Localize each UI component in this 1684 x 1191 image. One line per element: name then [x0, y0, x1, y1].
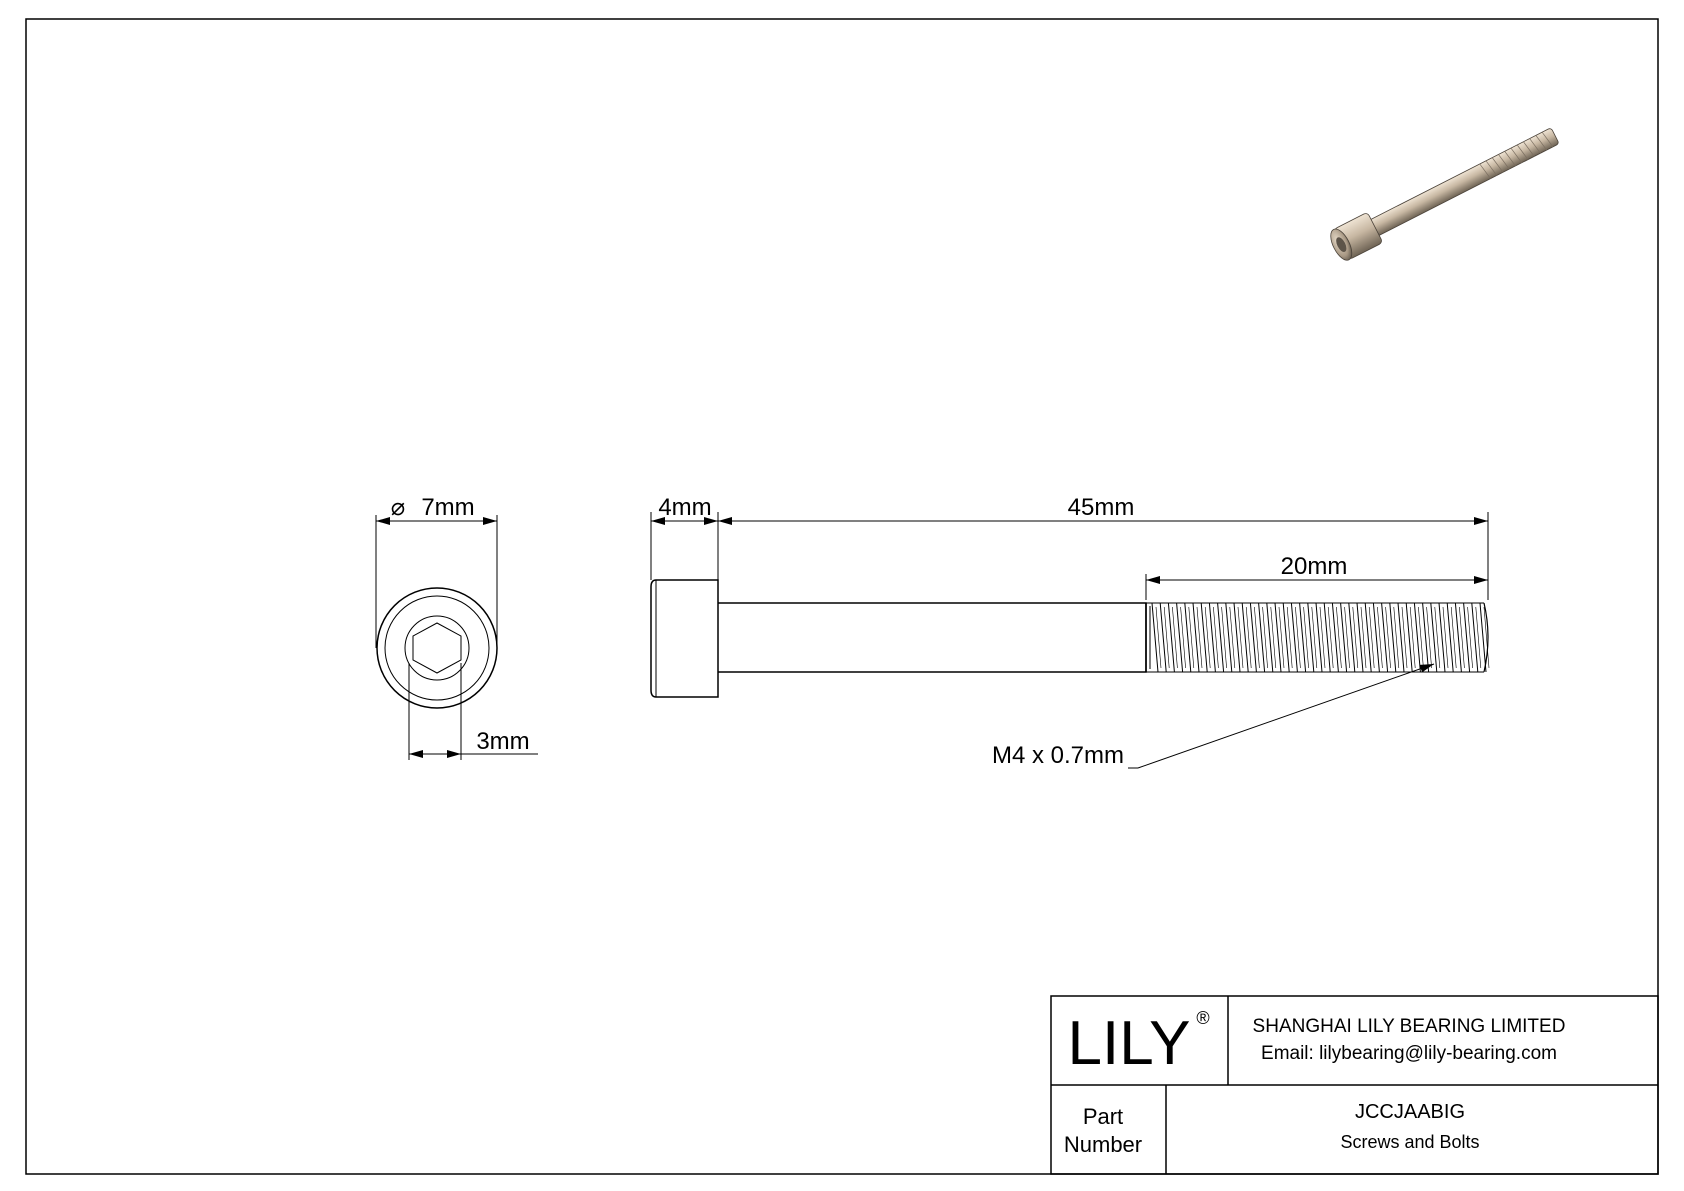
thread-length-label: 20mm [1280, 553, 1348, 580]
thread-crest-line [1185, 603, 1191, 672]
thread-crest-line [1177, 603, 1183, 672]
thread-crest-line [1382, 603, 1388, 672]
company-logo: LILY [1067, 1009, 1191, 1078]
thread-crest-line [1439, 603, 1445, 672]
thread-crest-line [1250, 603, 1256, 672]
company-email: Email: lilybearing@lily-bearing.com [1261, 1043, 1557, 1064]
thread-callout-label: M4 x 0.7mm [991, 742, 1125, 769]
thread-crest-line [1423, 603, 1429, 672]
thread-crest-line [1349, 603, 1355, 672]
thread-crest-line [1226, 603, 1232, 672]
thread-crest-line [1201, 603, 1207, 672]
bolt-shank [718, 603, 1146, 672]
socket-size-label: 3mm [476, 728, 530, 755]
thread-crest-line [1234, 603, 1240, 672]
thread-lines [1152, 603, 1489, 672]
thread-crest-line [1267, 603, 1273, 672]
front-view [376, 515, 538, 760]
thread-crest-line [1455, 603, 1461, 672]
thread-crest-line [1357, 603, 1363, 672]
bolt-3d-preview [1326, 121, 1562, 264]
socket-circle [405, 616, 469, 680]
head-diameter-label: 7mm [421, 494, 475, 521]
thread-crest-line [1373, 603, 1379, 672]
thread-crest-line [1324, 603, 1330, 672]
registered-mark: ® [1196, 1008, 1210, 1028]
thread-crest-line [1283, 603, 1289, 672]
head-height-label: 4mm [658, 494, 712, 521]
thread-crest-line [1242, 603, 1248, 672]
head-outer-circle [377, 588, 497, 708]
length-label: 45mm [1067, 494, 1135, 521]
bolt-head [651, 580, 718, 697]
thread-crest-line [1259, 603, 1265, 672]
part-category: Screws and Bolts [1340, 1132, 1480, 1152]
thread-crest-line [1365, 603, 1371, 672]
thread-crest-line [1431, 603, 1437, 672]
hex-socket [413, 623, 461, 673]
side-view [651, 512, 1489, 768]
thread-crest-line [1218, 603, 1224, 672]
thread-crest-line [1168, 603, 1174, 672]
thread-crest-line [1316, 603, 1322, 672]
thread-crest-line [1275, 603, 1281, 672]
company-name: SHANGHAI LILY BEARING LIMITED [1252, 1016, 1566, 1037]
thread-crest-line [1480, 603, 1486, 672]
thread-crest-line [1160, 603, 1166, 672]
thread-crest-line [1291, 603, 1297, 672]
thread-crest-line [1464, 603, 1470, 672]
thread-crest-line [1341, 603, 1347, 672]
thread-crest-line [1398, 603, 1404, 672]
part-label-line1: Part [1082, 1104, 1124, 1129]
head-chamfer-circle [385, 596, 489, 700]
thread-crest-line [1390, 603, 1396, 672]
thread-crest-line [1193, 603, 1199, 672]
thread-crest-line [1472, 603, 1478, 672]
sheet-border [26, 19, 1658, 1174]
thread-crest-line [1332, 603, 1338, 672]
thread-crest-line [1209, 603, 1215, 672]
thread-callout-leader [1138, 664, 1434, 768]
thread-crest-line [1300, 603, 1306, 672]
part-number: JCCJAABIG [1354, 1101, 1466, 1123]
thread-crest-line [1308, 603, 1314, 672]
part-label-line2: Number [1063, 1132, 1143, 1157]
thread-crest-line [1406, 603, 1412, 672]
thread-crest-line [1152, 603, 1158, 672]
thread-crest-line [1414, 603, 1420, 672]
thread-crest-line [1447, 603, 1453, 672]
diameter-symbol: ⌀ [390, 494, 406, 521]
